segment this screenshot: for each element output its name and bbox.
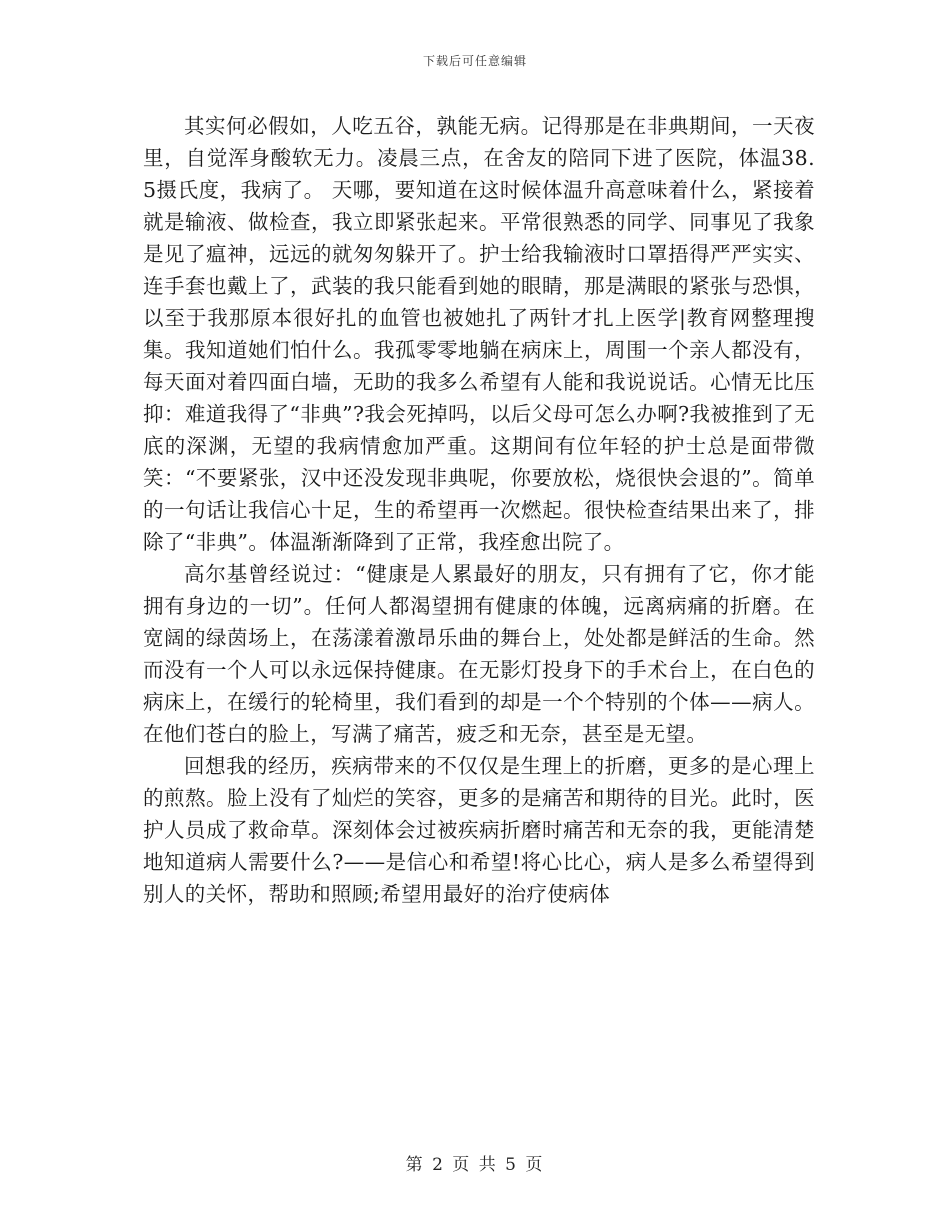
paragraph-3: 回想我的经历，疾病带来的不仅仅是生理上的折磨，更多的是心理上的煎熬。脸上没有了灿烂的笑容，更多的是痛苦和期待的目光。此时，医护人员成了救命草。深刻体会过被疾病折磨时痛苦和无奈的我，更能清楚地知道病人需要什么?——是信心和希望!将心比心，病人是多么希望得到别人的关怀，帮助和照顾;希望用最好的治疗使病体: [143, 754, 815, 906]
document-body: [143, 110, 815, 910]
paragraph-1: 其实何必假如，人吃五谷，孰能无病。记得那是在非典期间，一天夜里，自觉浑身酸软无力。凌晨三点，在舍友的陪同下进了医院，体温38.5摄氏度，我病了。 天哪，要知道在这时候体温升高意味着什么，紧接着就是输液、做检查，我立即紧张起来。平常很熟悉的同学、同事见了我象是见了瘟神，远远的就匆匆躲开了。护士给我输液时口罩捂得严严实实、连手套也戴上了，武装的我只能看到她的眼睛，那是满眼的紧张与恐惧，以至于我那原本很好扎的血管也被她扎了两针才扎上医学|教育网整理搜集。我知道她们怕什么。我孤零零地躺在病床上，周围一个亲人都没有，每天面对着四面白墙，无助的我多么希望有人能和我说说话。心情无比压抑：难道我得了“非典”?我会死掉吗，以后父母可怎么办啊?我被推到了无底的深渊，无望的我病情愈加严重。这期间有位年轻的护士总是面带微笑：“不要紧张，汉中还没发现非典呢，你要放松，烧很快会退的”。简单的一句话让我信心十足，生的希望再一次燃起。很快检查结果出来了，排除了“非典”。体温渐渐降到了正常，我痊愈出院了。: [143, 114, 815, 554]
paragraph-2: 高尔基曾经说过：“健康是人累最好的朋友，只有拥有了它，你才能拥有身边的一切”。任何人都渴望拥有健康的体魄，远离病痛的折磨。在宽阔的绿茵场上，在荡漾着激昂乐曲的舞台上，处处都是鲜活的生命。然而没有一个人可以永远保持健康。在无影灯投身下的手术台上，在白色的病床上，在缓行的轮椅里，我们看到的却是一个个特别的个体——病人。在他们苍白的脸上，写满了痛苦，疲乏和无奈，甚至是无望。: [143, 562, 815, 746]
page-number-footer: 第 2 页 共 5 页: [405, 1155, 545, 1175]
page-header: 下载后可任意编辑: [422, 54, 527, 68]
